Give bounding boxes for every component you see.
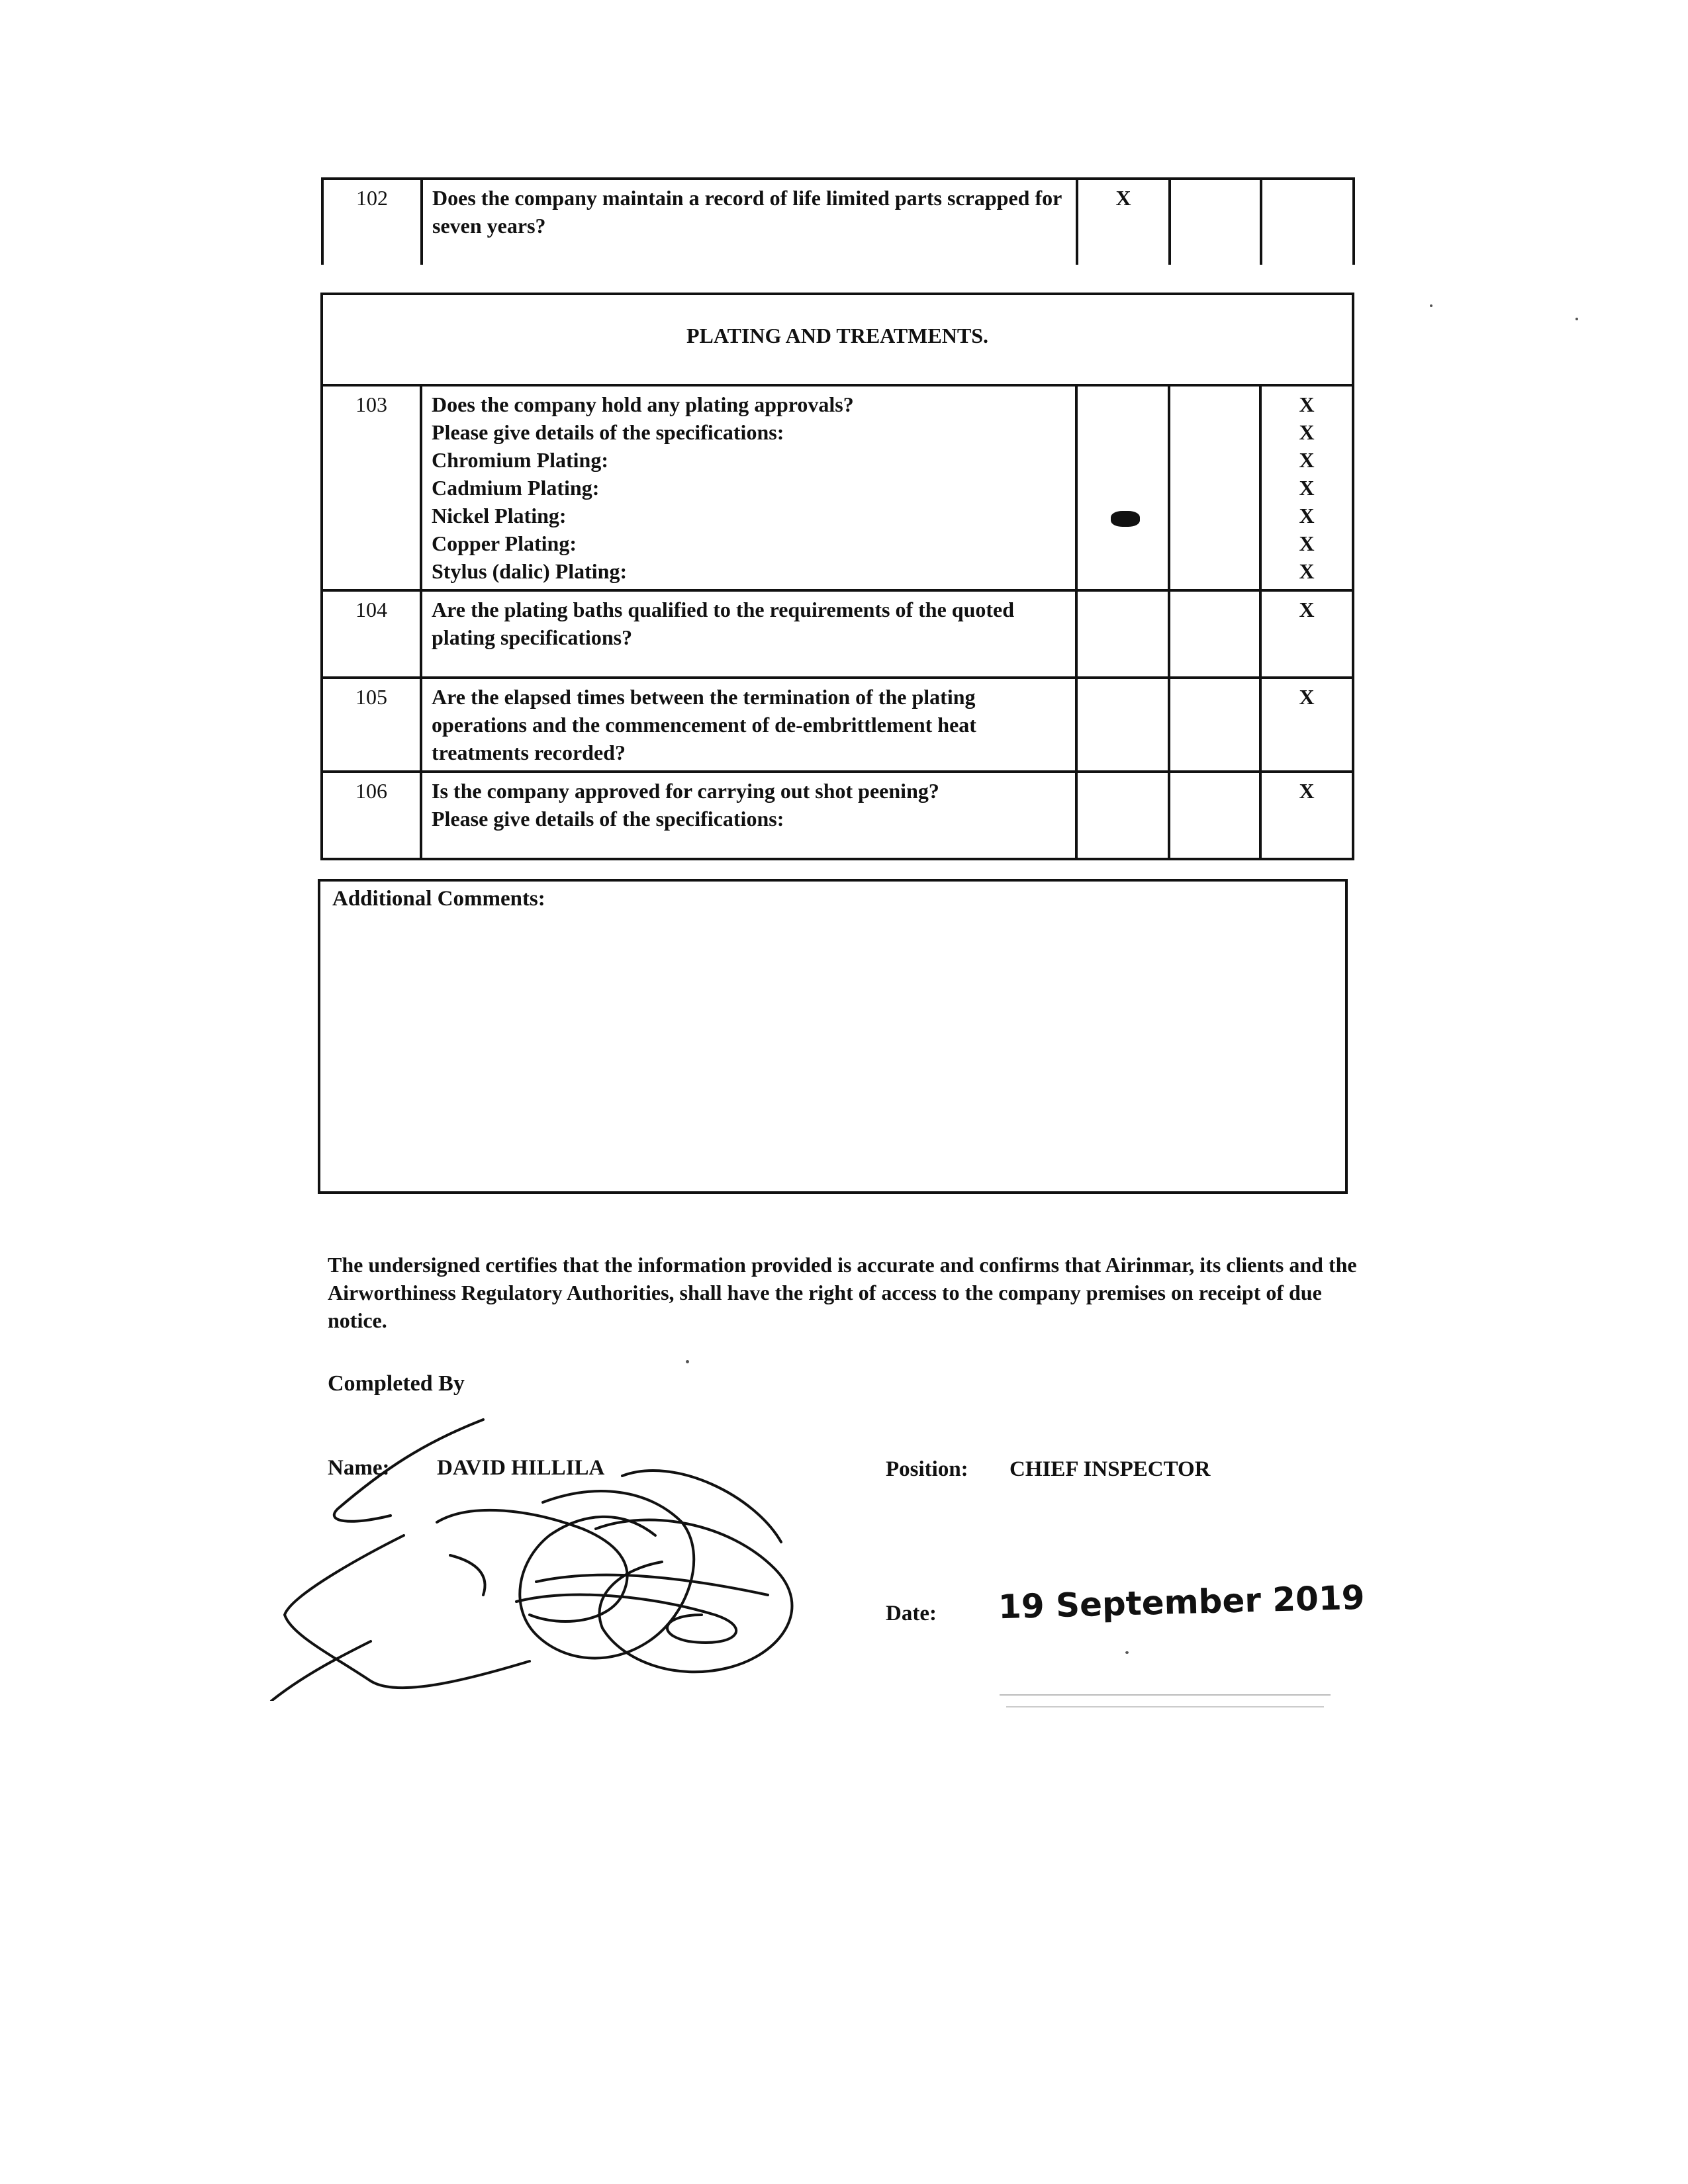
answer-cell <box>1076 678 1169 772</box>
additional-comments-box <box>318 879 1348 1194</box>
row-number: 102 <box>322 179 422 265</box>
question-line: Chromium Plating: <box>432 448 608 472</box>
date-value: 19 September 2019 <box>998 1578 1366 1627</box>
checklist-row-102 <box>321 177 1355 265</box>
answer-mark: X <box>1299 504 1315 527</box>
answer-mark: X <box>1299 531 1315 555</box>
scan-speck <box>686 1360 689 1363</box>
answer-cell <box>1169 772 1260 859</box>
row-number: 103 <box>322 385 421 590</box>
question-line: Copper Plating: <box>432 531 577 555</box>
answer-cell <box>1169 385 1260 590</box>
question-text <box>421 772 1076 859</box>
answer-mark-column <box>1260 385 1353 590</box>
date-label: Date: <box>886 1602 937 1625</box>
question-line: Is the company approved for carrying out shot peening? <box>432 779 939 803</box>
answer-mark: X <box>1260 772 1353 859</box>
question-line: Nickel Plating: <box>432 504 567 527</box>
section-title: PLATING AND TREATMENTS. <box>322 294 1353 385</box>
answer-mark: X <box>1299 476 1315 500</box>
plating-treatments-table <box>320 293 1354 860</box>
answer-mark: X <box>1077 179 1170 265</box>
scan-blot <box>1111 511 1140 527</box>
answer-cell <box>1076 385 1169 590</box>
row-number: 105 <box>322 678 421 772</box>
answer-cell <box>1169 678 1260 772</box>
question-text: Are the elapsed times between the termination of the plating operations and the commencement of de-embrittlement heat treatments recorded? <box>421 678 1076 772</box>
question-text: Does the company maintain a record of life limited parts scrapped for seven years? <box>422 179 1077 265</box>
answer-cell <box>1076 772 1169 859</box>
answer-mark <box>1170 179 1261 265</box>
position-label: Position: <box>886 1457 968 1481</box>
row-number: 104 <box>322 590 421 678</box>
answer-mark: X <box>1299 392 1315 416</box>
comments-label: Additional Comments: <box>332 887 545 911</box>
name-label: Name: <box>328 1456 390 1480</box>
scan-line <box>1006 1706 1324 1707</box>
question-line: Does the company hold any plating approvals? <box>432 392 854 416</box>
name-value: DAVID HILLILA <box>437 1456 605 1480</box>
answer-cell <box>1169 590 1260 678</box>
question-line: Stylus (dalic) Plating: <box>432 559 628 583</box>
scan-speck <box>1125 1651 1129 1654</box>
answer-mark: X <box>1299 559 1315 583</box>
scan-speck <box>1575 318 1578 320</box>
certification-statement: The undersigned certifies that the information provided is accurate and confirms that Airinmar, its clients and the Airworthiness Regulatory Authorities, shall have the right of access to the company premises on receipt of due notice. <box>328 1253 1357 1332</box>
answer-mark: X <box>1299 420 1315 444</box>
row-number: 106 <box>322 772 421 859</box>
scan-line <box>1000 1694 1331 1696</box>
answer-cell <box>1076 590 1169 678</box>
question-line: Please give details of the specifications: <box>432 420 784 444</box>
question-text <box>421 385 1076 590</box>
answer-mark: X <box>1260 590 1353 678</box>
question-text: Are the plating baths qualified to the requirements of the quoted plating specifications? <box>421 590 1076 678</box>
question-line: Please give details of the specifications: <box>432 807 784 831</box>
answer-mark: X <box>1260 678 1353 772</box>
scan-speck <box>1430 304 1432 307</box>
question-line: Cadmium Plating: <box>432 476 600 500</box>
signature <box>252 1396 847 1701</box>
answer-mark: X <box>1299 448 1315 472</box>
answer-mark <box>1261 179 1354 265</box>
completed-by-label: Completed By <box>328 1371 465 1396</box>
position-value: CHIEF INSPECTOR <box>1009 1457 1211 1481</box>
